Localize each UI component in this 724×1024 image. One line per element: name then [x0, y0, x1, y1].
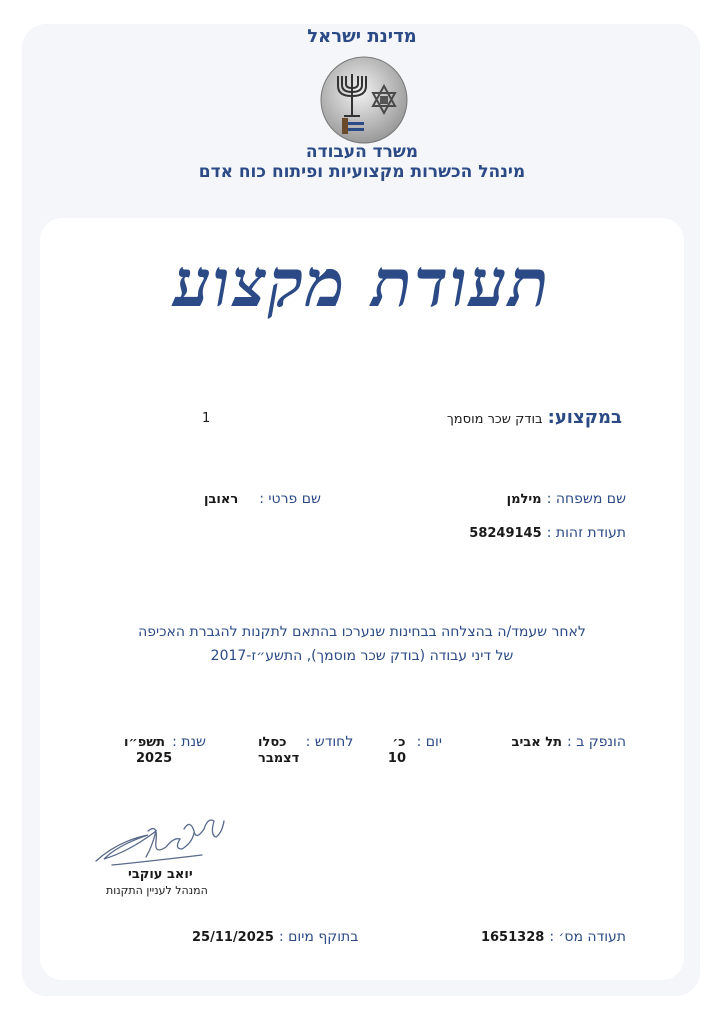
issue-month-greg: דצמבר: [258, 751, 300, 766]
issue-place-value: תל אביב: [511, 735, 562, 750]
profession-row: [447, 407, 622, 428]
profession-value: בודק שכר מוסמך: [446, 412, 543, 427]
family-name-value: מילמן: [506, 492, 542, 507]
issue-day-label: יום :: [416, 734, 442, 750]
issue-day-heb: כ׳: [392, 735, 406, 750]
id-value: 58249145: [469, 526, 542, 541]
statement-line-2: של דיני עבודה (בודק שכר מוסמך), התשע״ז-2017: [210, 648, 514, 664]
given-name-value: ראובן: [204, 492, 239, 507]
given-name-row: [204, 488, 321, 507]
cert-number-label: תעודה מס׳ :: [549, 929, 626, 945]
state-emblem-icon: [320, 56, 408, 144]
id-row: [469, 522, 626, 541]
family-name-row: [507, 488, 626, 507]
directorate-name: מינהל הכשרות מקצועיות ופיתוח כוח אדם: [198, 162, 526, 182]
cert-number-row: [481, 926, 626, 945]
profession-colon: :: [547, 407, 555, 428]
statement-line-1: לאחר שעמד/ה בהצלחה בבחינות שנערכו בהתאם לתקנות להגברת האכיפה: [138, 624, 586, 640]
issue-year-row: [124, 731, 206, 750]
valid-from-label: בתוקף מיום :: [278, 929, 359, 945]
certificate-title: תעודת מקצוע: [173, 244, 551, 322]
issue-year-label: שנת :: [172, 734, 206, 750]
issue-day-row: [392, 731, 442, 750]
issue-month-heb: כסלו: [258, 735, 287, 750]
issue-year-heb: תשפ״ו: [124, 735, 165, 750]
issue-month-label: לחודש :: [305, 734, 354, 750]
signatory-name: יואב עוקבי: [128, 867, 193, 882]
issue-day-num: 10: [387, 751, 406, 766]
cert-number-value: 1651328: [480, 930, 545, 945]
valid-from-row: [192, 926, 358, 945]
ministry-name: משרד העבודה: [305, 142, 419, 162]
issue-place-row: [512, 731, 626, 750]
issue-month-row: [258, 731, 353, 750]
valid-from-value: 25/11/2025: [192, 930, 274, 945]
given-name-label: שם פרטי :: [259, 491, 321, 507]
profession-label: במקצוע: [554, 407, 622, 428]
state-name: מדינת ישראל: [307, 26, 417, 47]
signatory-role: המנהל לעניין התקנות: [106, 884, 208, 897]
id-label: תעודת זהות :: [546, 525, 626, 541]
issue-year-greg: 2025: [136, 751, 173, 766]
family-name-label: שם משפחה :: [546, 491, 626, 507]
profession-number: 1: [202, 411, 211, 426]
issue-place-label: הונפק ב :: [567, 734, 626, 750]
handwritten-signature: [92, 815, 232, 875]
